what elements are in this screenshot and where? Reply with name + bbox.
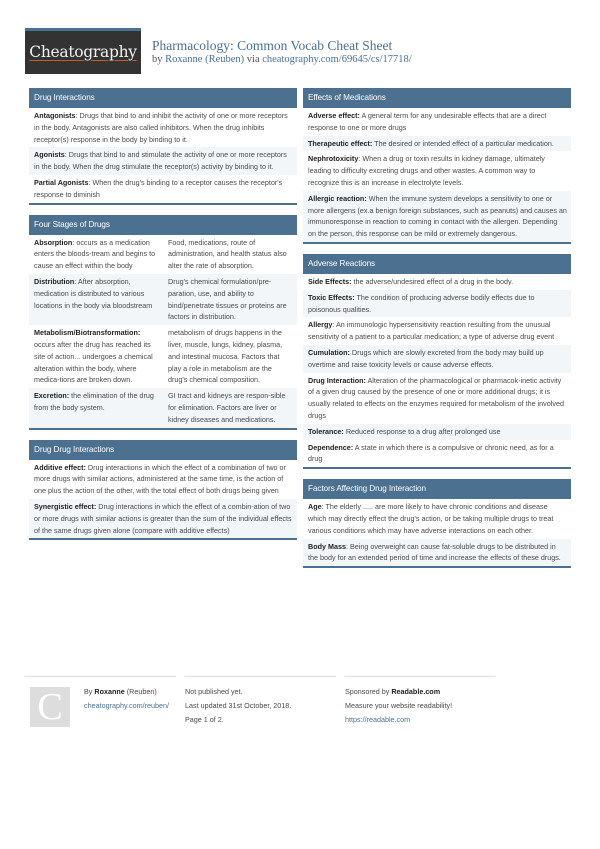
list-item-synergistic-effect: Synergistic effect: Drug interactions in which the effect of a combin-ation of two or more drugs with similar actions is greater than the sum of the individual effects of the same drugs given alone (compare with additive effects) xyxy=(29,499,297,538)
section-title: Adverse Reactions xyxy=(303,254,571,274)
section-title: Drug Drug Interactions xyxy=(29,440,297,460)
last-updated: Last updated 31st October, 2018. xyxy=(185,701,292,710)
list-item-allergy: Allergy: An immunologic hypersensitivity reaction resulting from the unusual sensitivity of a patient to a particular medication; a type of adverse drug event xyxy=(303,317,571,345)
footer-status xyxy=(185,676,336,727)
author-line: By Roxanne (Reuben) xyxy=(84,687,157,696)
author-profile-link[interactable]: cheatography.com/reuben/ xyxy=(84,701,169,710)
list-item-partial-agonists: Partial Agonists: When the drug's binding to a receptor causes the receptor's response to diminish xyxy=(29,175,297,203)
section-title: Drug Interactions xyxy=(29,88,297,108)
list-item-tolerance: Tolerance: Reduced response to a drug after prolonged use xyxy=(303,424,571,440)
via-label: via xyxy=(246,54,260,65)
footer-sponsor xyxy=(345,676,495,727)
byline xyxy=(152,53,412,67)
list-item-age: Age: The elderly ..... are more likely to have chronic conditions and disease which may directly effect the drug's action, or be taking multiple drugs to treat various conditions which may have adverse interactions on each other. xyxy=(303,499,571,538)
list-item-body-mass: Body Mass: Being overweight can cause fat-soluble drugs to be distributed in the body for an extended period of time and increase the effects of these drugs. xyxy=(303,539,571,567)
cheatography-logo[interactable] xyxy=(25,28,141,74)
section-title: Four Stages of Drugs xyxy=(29,215,297,235)
logo-text: Cheatography xyxy=(29,42,137,61)
list-item-dependence: Dependence: A state in which there is a compulsive or chronic need, as for a drug xyxy=(303,440,571,468)
list-item-allergic-reaction: Allergic reaction: When the immune system develops a sensitivity to one or more allergens (ex.a benign foreign substances, such as peanuts) and causes an immunoresponse in reaction to coming in contact with the allergen. Depending on the person, this response can be mild or extremely dangerous. xyxy=(303,191,571,242)
list-item-toxic-effects: Toxic Effects: The condition of producing adverse bodily effects due to poisonous qualities. xyxy=(303,290,571,318)
section-title: Effects of Medications xyxy=(303,88,571,108)
footer-author xyxy=(25,676,176,728)
avatar[interactable]: C xyxy=(30,687,70,727)
sponsor-tagline: Measure your website readability! xyxy=(345,701,453,710)
list-item-cumulation: Cumulation: Drugs which are slowly excreted from the body may build up overtime and raise toxicity levels or cause adverse effects. xyxy=(303,345,571,373)
section-effects-of-medications xyxy=(303,88,571,244)
list-item-adverse-effect: Adverse effect: A general term for any undesirable effects that are a direct response to one or more drugs xyxy=(303,108,571,136)
list-item-antagonists: Antagonists: Drugs that bind to and inhibit the activity of one or more receptors in the body. Antagonists are also called inhibitors. When the drug inhibits receptor(s) response in the body by binding to it. xyxy=(29,108,297,147)
page-number: Page 1 of 2. xyxy=(185,715,224,724)
page-title: Pharmacology: Common Vocab Cheat Sheet xyxy=(152,38,393,53)
list-item-side-effects: Side Effects: the adverse/undesired effect of a drug in the body. xyxy=(303,274,571,290)
by-prefix: by xyxy=(152,54,163,65)
footer xyxy=(25,676,575,756)
section-drug-interactions xyxy=(29,88,297,205)
section-factors-affecting xyxy=(303,479,571,568)
author-link[interactable]: Roxanne (Reuben) xyxy=(165,54,245,65)
section-four-stages xyxy=(29,215,297,430)
section-drug-drug-interactions xyxy=(29,440,297,541)
sponsor-line: Sponsored by Readable.com xyxy=(345,687,441,696)
list-item-drug-interaction: Drug Interaction: Alteration of the pharmacological or pharmacok-inetic activity of a given drug caused by the presence of one or more additional drugs; it is usually related to effects on the enzymes required for metabolism of the involved drugs xyxy=(303,373,571,424)
sheet-url-link[interactable]: cheatography.com/69645/cs/17718/ xyxy=(262,54,412,65)
list-item-therapeutic-effect: Therapeutic effect: The desired or intended effect of a particular medication. xyxy=(303,136,571,152)
table-row-absorption: Absorption: occurs as a medication enters the bloods-tream and begins to cause an effect within the body Food, medications, route of administration, and health status also alter the rate of absorption. xyxy=(29,235,297,274)
sponsor-link[interactable]: https://readable.com xyxy=(345,715,411,724)
list-item-agonists: Agonists: Drugs that bind to and stimulate the activity of one or more receptors in the body. When the drug stimulate the receptor(s) activity by binding to it. xyxy=(29,147,297,175)
left-column xyxy=(29,88,297,550)
publish-status: Not published yet. xyxy=(185,687,243,696)
table-row-excretion: Excretion: the elimination of the drug from the body system. GI tract and kidneys are respon-sible for elimination. Factors are liver or kidney diseases and medications. xyxy=(29,388,297,427)
title-block xyxy=(152,38,412,67)
section-title: Factors Affecting Drug Interaction xyxy=(303,479,571,499)
right-column xyxy=(303,88,571,578)
list-item-nephrotoxicity: Nephrotoxicity: When a drug or toxin results in kidney damage, ultimately leading to difficulty excreting drugs and other wastes. A common way to recognize this is an increase in electrolyte levels. xyxy=(303,151,571,190)
section-adverse-reactions xyxy=(303,254,571,469)
table-row-metabolism: Metabolism/Biotransformation: occurs after the drug has reached its site of action... undergoes a chemical alteration within the body, where medica-tions are broken down. metabolism of drugs happens in the liver, muscle, lungs, kidney, plasma, and intestinal mucosa. Factors that play a role in metabolism are the drug's chemical composition. xyxy=(29,325,297,388)
list-item-additive-effect: Additive effect: Drug interactions in which the effect of a combination of two or more drugs with similar actions, administered at the same time, is the action of one plus the action of the other, with the total effect of both drugs being given xyxy=(29,460,297,499)
table-row-distribution: Distribution: After absorption, medication is distributed to various locations in the body via bloodstream Drug's chemical formulation/pre-paration, use, and ability to bind/penetrate tissues or proteins are factors in distribution. xyxy=(29,274,297,325)
